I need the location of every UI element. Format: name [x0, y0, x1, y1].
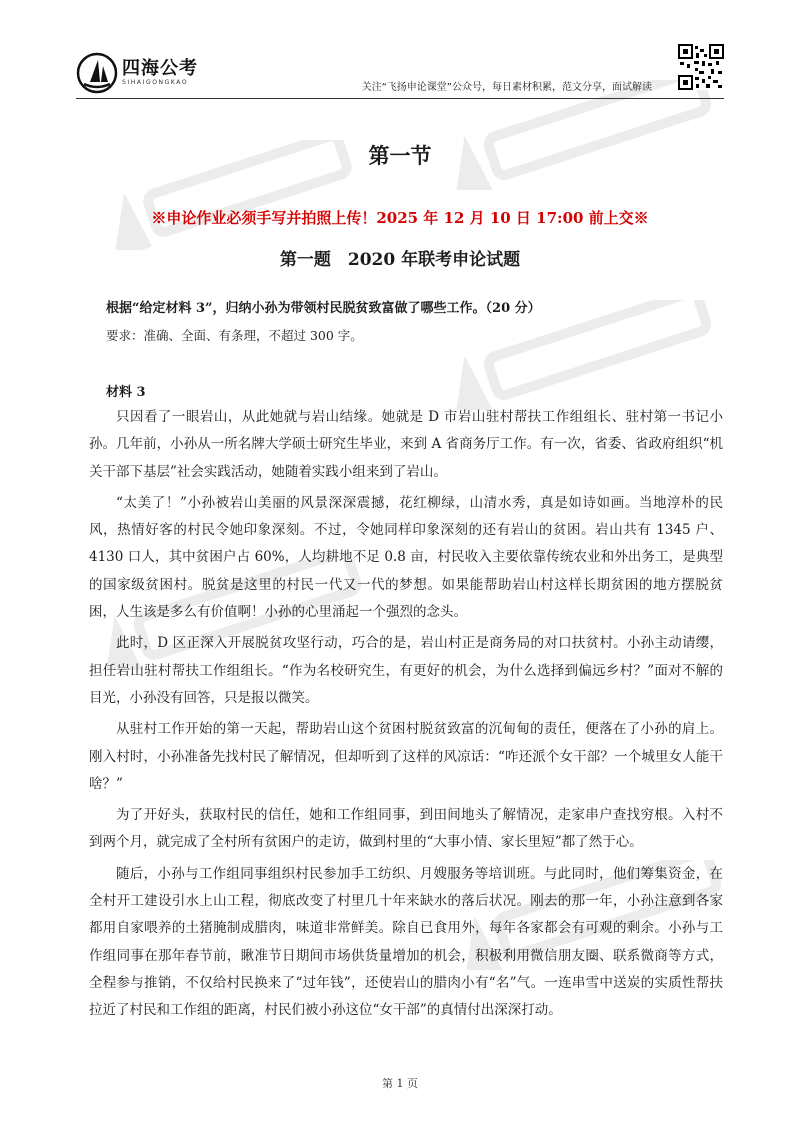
sail-logo-icon: [76, 52, 118, 94]
answer-requirement: 要求：准确、全面、有条理，不超过 300 字。: [106, 328, 363, 343]
paragraph: 只因看了一眼岩山，从此她就与岩山结缘。她就是 D 市岩山驻村帮扶工作组组长、驻村第一书记小孙。几年前，小孙从一所名牌大学硕士研究生毕业，来到 A 省商务厅工作。有一次，省委、省政府组织“机关干部下基层”社会实践活动，她随着实践小组来到了岩山。: [89, 409, 723, 480]
paragraph: 随后，小孙与工作组同事组织村民参加手工纺织、月嫂服务等培训班。与此同时，他们筹集资金，在全村开工建设引水上山工程，彻底改变了村里几十年来缺水的落后状况。刚去的那一年，小孙注意到各家都用自家喂养的土猪腌制成腊肉，味道非常鲜美。除自已食用外，每年各家都会有可观的剩余。小孙与工作组同事在那年春节前，瞅准节日期间市场供货量增加的机会，积极利用微信朋友圈、联系微商等方式，全程参与推销，不仅给村民换来了“过年钱”，还使岩山的腊肉小有“名”气。一连串雪中送炭的实质性帮扶拉近了村民和工作组的距离，村民们被小孙这位“女干部”的真情付出深深打动。: [89, 865, 723, 1019]
page-header: [76, 40, 724, 96]
page-number: 第 1 页: [382, 1077, 418, 1090]
watermark-logo: [430, 80, 730, 190]
section-title: 第一节: [368, 143, 432, 168]
brand-logo: [76, 52, 198, 94]
question-prompt: 根据“给定材料 3”，归纳小孙为带领村民脱贫致富做了哪些工作。（20 分）: [106, 301, 541, 316]
qr-code-icon: [678, 44, 724, 90]
header-note: 关注“飞扬申论课堂”公众号，每日素材积累，范文分享，面试解读: [361, 82, 652, 93]
header-divider: [76, 98, 724, 99]
watermark-logo: [430, 300, 730, 410]
logo-chinese-name: 四海公考: [122, 58, 198, 79]
paragraph: “太美了！”小孙被岩山美丽的风景深深震撼，花红柳绿，山清水秀，真是如诗如画。当地淳朴的民风，热情好客的村民令她印象深刻。不过，令她同样印象深刻的还有岩山的贫困。岩山共有 1345 户、4130 口人，其中贫困户占 60%，人均耕地不足 0.8 亩，村民收入主要依靠传统农业和外出务工，是典型的国家级贫困村。脱贫是这里的村民一代又一代的梦想。如果能帮助岩山村这样长期贫困的地方摆脱贫困，人生该是多么有价值啊！小孙的心里涌起一个强烈的念头。: [89, 494, 723, 621]
submission-notice: ※申论作业必须手写并拍照上传！2025 年 12 月 10 日 17:00 前上交※: [151, 209, 649, 227]
paragraph: 此时，D 区正深入开展脱贫攻坚行动，巧合的是，岩山村正是商务局的对口扶贫村。小孙主动请缨，担任岩山驻村帮扶工作组组长。“作为名校研究生，有更好的机会，为什么选择到偏远乡村？”面对不解的目光，小孙没有回答，只是报以微笑。: [89, 635, 723, 706]
material-label: 材料 3: [106, 385, 146, 400]
logo-english-name: SIHAIGONGKAO: [122, 79, 189, 86]
paragraph: 为了开好头，获取村民的信任，她和工作组同事，到田间地头了解情况，走家串户查找穷根。入村不到两个月，就完成了全村所有贫困户的走访，做到村里的“大事小情、家长里短”都了然于心。: [89, 807, 723, 851]
paragraph: 从驻村工作开始的第一天起，帮助岩山这个贫困村脱贫致富的沉甸甸的责任，便落在了小孙的肩上。刚入村时，小孙准备先找村民了解情况，但却听到了这样的风凉话：“咋还派个女干部？一个城里女人能干啥？”: [89, 721, 723, 792]
material-body: [89, 404, 723, 1029]
question-title: 第一题 2020 年联考申论试题: [279, 250, 521, 270]
